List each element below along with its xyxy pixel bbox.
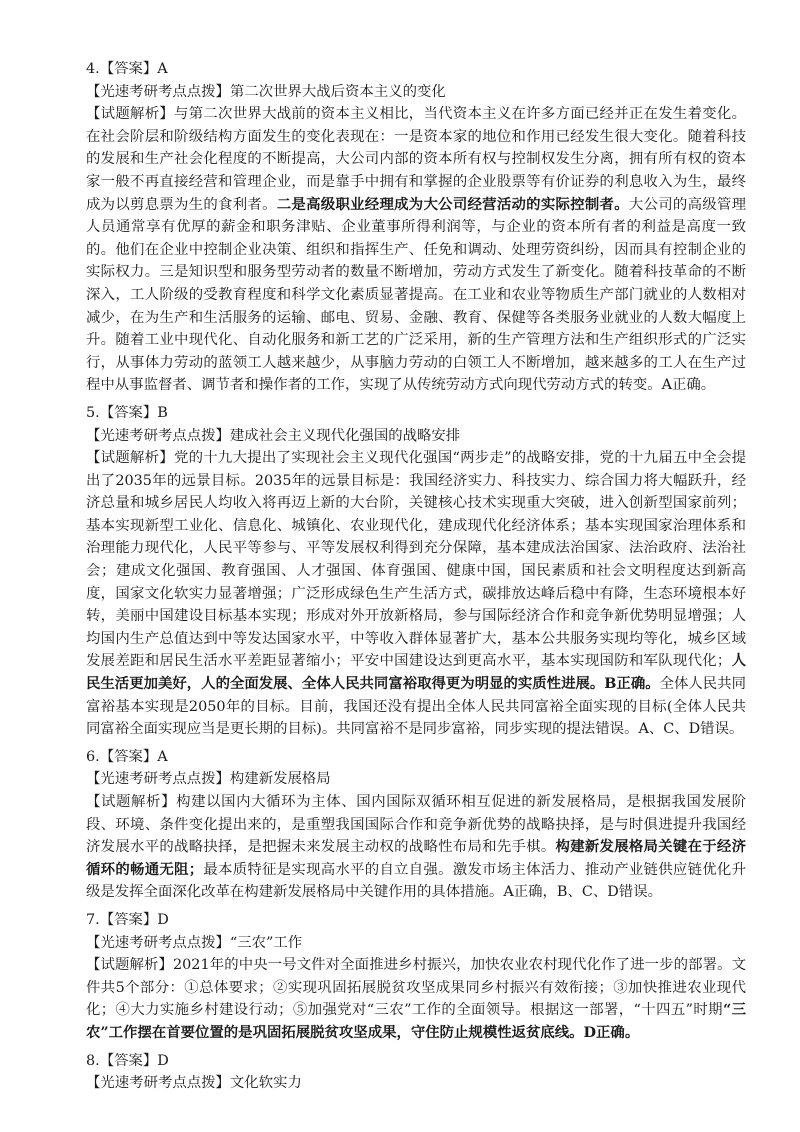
topic-tag: 【光速考研考点点拨】文化软实力 [86,1075,302,1092]
answer-line: 4.【答案】A [86,61,168,77]
explanation-text: 【试题解析】与第二次世界大战前的资本主义相比，当代资本主义在许多方面已经并正在发生着变化。在社会阶层和阶级结构方面发生的变化表现在：一是资本家的地位和作用已经发生很大变化。随着科技的发展和生产社会化程度的不断提高，大公司内部的资本所有权与控制权发生分离，拥有所有权的资本家一般不再直接经营和管理企业，而是靠手中拥有和掌握的企业股票等有价证券的利息收入为生，最终成为以剪息票为生的食利者。 [86,106,746,213]
topic-tag: 【光速考研考点点拨】构建新发展格局 [86,771,331,788]
question-block [86,746,746,904]
question-block [86,909,746,1045]
explanation-text: 【试题解析】党的十九大提出了实现社会主义现代化强国“两步走”的战略安排，党的十九届五中全会提出了2035年的远景目标。2035年的远景目标是：我国经济实力、科技实力、综合国力将大幅跃升，经济总量和城乡居民人均收入将再迈上新的大台阶，关键核心技术实现重大突破，进入创新型国家前列；基本实现新型工业化、信息化、城镇化、农业现代化，建成现代化经济体系；基本实现国家治理体系和治理能力现代化，人民平等参与、平等发展权利得到充分保障，基本建成法治国家、法治政府、法治社会；建成文化强国、教育强国、人才强国、体育强国、健康中国，国民素质和社会文明程度达到新高度，国家文化软实力显著增强；广泛形成绿色生产生活方式，碳排放达峰后稳中有降，生态环境根本好转，美丽中国建设目标基本实现；形成对外开放新格局，参与国际经济合作和竞争新优势明显增强；人均国内生产总值达到中等发达国家水平，中等收入群体显著扩大，基本公共服务实现均等化，城乡区域发展差距和居民生活水平差距显著缩小；平安中国建设达到更高水平，基本实现国防和军队现代化； [86,450,746,670]
explanation-bold-text: 二是高级职业经理成为大公司经营活动的实际控制者。 [276,195,629,213]
answer-line: 6.【答案】A [86,748,168,765]
explanation-text: 全体人民共同富裕基本实现是2050年的目标。目前，我国还没有提出全体人民共同富裕全面实现的目标(全体人民共同富裕全面实现应当是更长期的目标)。共同富裕不是同步富裕，同步实现的提法错误。A、C、D错误。 [86,676,746,738]
question-block [86,58,746,397]
explanation-bold-text: “三农”工作摆在首要位置的是巩固拓展脱贫攻坚成果，守住防止规模性返贫底线。D正确。 [86,1001,746,1041]
explanation-text: 最本质特征是实现高水平的自立自强。激发市场主体活力、推动产业链供应链优化升级是发挥全面深化改革在构建新发展格局中关键作用的具体措施。A正确，B、C、D错误。 [86,861,746,901]
question-block [86,402,746,741]
explanation [86,791,746,904]
explanation [86,103,746,397]
question-block [86,1050,746,1095]
explanation-text: 【试题解析】构建以国内大循环为主体、国内国际双循环相互促进的新发展格局，是根据我国发展阶段、环境、条件变化提出来的，是重塑我国国际合作和竞争新优势的战略抉择，是与时俱进提升我国经济发展水平的战略抉择，是把握未来发展主动权的战略性布局和先手棋。 [86,794,746,856]
topic-tag: 【光速考研考点点拨】“三农”工作 [86,934,303,951]
explanation [86,447,746,741]
topic-tag: 【光速考研考点点拨】建成社会主义现代化强国的战略安排 [86,427,461,444]
explanation-text: 【试题解析】2021年的中央一号文件对全面推进乡村振兴，加快农业农村现代化作了进一步的部署。文件共5个部分：①总体要求；②实现巩固拓展脱贫攻坚成果同乡村振兴有效衔接；③加快推进农业现代化；④大力实施乡村建设行动；⑤加强党对“三农”工作的全面领导。根据这一部署，“十四五”时期 [86,957,746,1019]
answer-line: 5.【答案】B [86,404,168,421]
explanation-text: 大公司的高级管理人员通常享有优厚的薪金和职务津贴、企业董事所得利润等，与企业的资本所有者的利益是高度一致的。他们在企业中控制企业决策、组织和指挥生产、任免和调动、处理劳资纠纷，因而具有控制企业的实际权力。三是知识型和服务型劳动者的数量不断增加，劳动方式发生了新变化。随着科技革命的不断深入，工人阶级的受教育程度和科学文化素质显著提高。在工业和农业等物质生产部门就业的人数相对减少，在为生产和生活服务的运输、邮电、贸易、金融、教育、保健等各类服务业就业的人数大幅度上升。随着工业中现代化、自动化服务和新工艺的广泛采用，新的生产管理方法和生产组织形式的广泛实行，从事体力劳动的蓝领工人越来越少，从事脑力劳动的白领工人不断增加，越来越多的工人在生产过程中从事监督者、调节者和操作者的工作，实现了从传统劳动方式向现代劳动方式的转变。A正确。 [86,196,746,394]
explanation [86,954,746,1044]
explanation-bold-text: 人民生活更加美好，人的全面发展、全体人民共同富裕取得更为明显的实质性进展。B正确。 [86,652,746,693]
answer-line: 8.【答案】D [86,1052,169,1069]
explanation-bold-text: 构建新发展格局关键在于经济循环的畅通无阻； [86,838,746,878]
answer-line: 7.【答案】D [86,911,169,928]
topic-tag: 【光速考研考点点拨】第二次世界大战后资本主义的变化 [86,83,446,100]
